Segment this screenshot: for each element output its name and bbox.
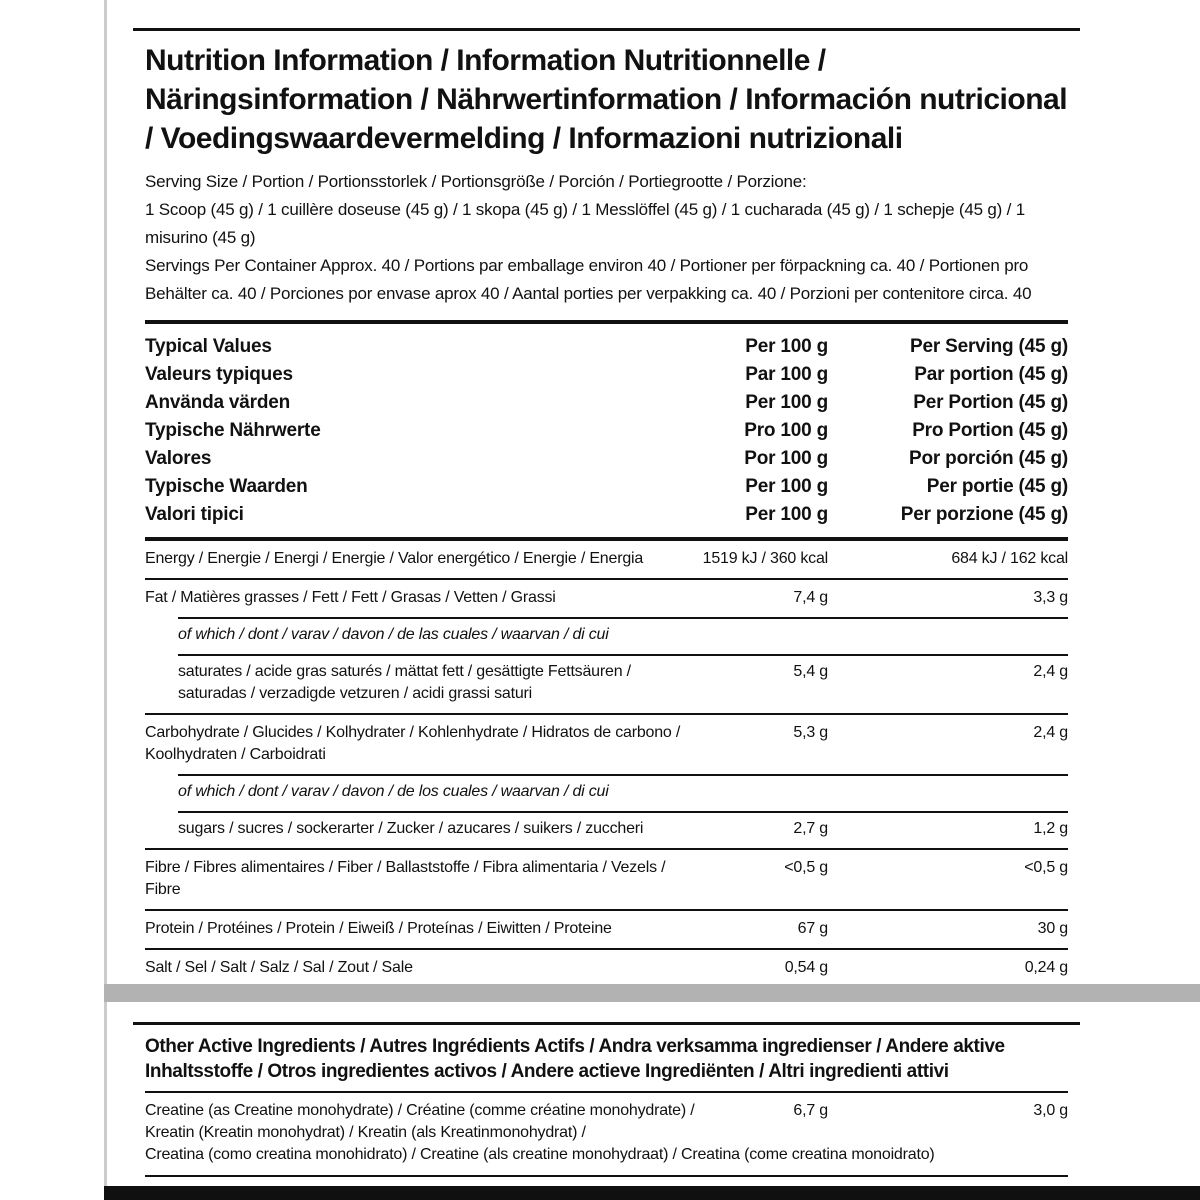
nutrient-label: saturates / acide gras saturés / mättat fett / gesättigte Fettsäuren / saturadas / verzadigde vetzuren / acidi grassi saturi [178,663,631,702]
header-per-serving: Per Serving (45 g) [910,336,1068,357]
nutrition-panel [133,28,1080,989]
typical-values-header [145,320,1068,537]
header-label: Använda värden [145,392,291,413]
header-per100: Par 100 g [745,364,828,385]
nutrient-per-serving: 0,24 g [1024,959,1068,976]
creatine-per100: 6,7 g [793,1102,828,1119]
nutrient-label: Fat / Matières grasses / Fett / Fett / Grasas / Vetten / Grassi [145,589,556,606]
creatine-row [145,1093,1068,1175]
nutrient-row-saturates [145,654,1068,713]
nutrient-row-fibre [145,848,1068,909]
header-row [145,417,1068,445]
nutrient-per-serving: 30 g [1037,920,1068,937]
nutrient-per-serving: 2,4 g [1033,663,1068,680]
nutrient-row-fat [145,578,1068,617]
header-per100: Per 100 g [745,336,828,357]
header-label: Valores [145,448,212,469]
header-per-serving: Per portie (45 g) [926,476,1068,497]
nutrient-per-serving: 2,4 g [1033,724,1068,741]
creatine-label-line: Kreatin (Kreatin monohydrat) / Kreatin (als Kreatinmonohydrat) / [145,1124,586,1141]
nutrient-per-serving: 3,3 g [1033,589,1068,606]
other-ingredients-panel [133,1022,1080,1177]
creatine-label-line: Creatina (como creatina monohidrato) / Creatine (als creatine monohydraat) / Creatina (come creatina monoidrato) [145,1146,935,1163]
header-row [145,445,1068,473]
nutrient-per-serving: 684 kJ / 162 kcal [951,550,1068,567]
header-label: Typical Values [145,336,272,357]
header-per100: Per 100 g [745,504,828,525]
nutrient-table [145,537,1068,989]
separator-band [104,984,1200,1002]
header-per100: Por 100 g [744,448,828,469]
nutrient-per100: 5,3 g [793,724,828,741]
nutrition-title: Nutrition Information / Information Nutritionnelle / Näringsinformation / Nährwertinformation / Información nutricional / Voedingswaardevermelding / Informazioni nutrizionali [145,44,1068,155]
other-ingredients-table [145,1091,1068,1177]
nutrient-label: Salt / Sel / Salt / Salz / Sal / Zout / Sale [145,959,413,976]
header-row [145,501,1068,529]
header-per100: Pro 100 g [744,420,828,441]
nutrient-label: of which / dont / varav / davon / de los cuales / waarvan / di cui [178,783,609,800]
header-label: Typische Nährwerte [145,420,321,441]
header-label: Valori tipici [145,504,244,525]
header-row [145,473,1068,501]
nutrient-per100: 67 g [797,920,828,937]
serving-size-line: Serving Size / Portion / Portionsstorlek / Portionsgröße / Porción / Portiegrootte / Porzione: [145,172,807,191]
nutrient-row-salt [145,948,1068,987]
creatine-per-serving: 3,0 g [1033,1102,1068,1119]
header-label: Valeurs typiques [145,364,293,385]
nutrient-row-carbohydrate [145,713,1068,774]
nutrient-row-energy [145,541,1068,578]
serving-info [145,168,1068,308]
nutrient-label: Energy / Energie / Energi / Energie / Valor energético / Energie / Energia [145,550,644,567]
nutrient-label: sugars / sucres / sockerarter / Zucker / azucares / suikers / zuccheri [178,820,644,837]
nutrient-row-sugars [145,811,1068,848]
nutrient-label: Fibre / Fibres alimentaires / Fiber / Ballaststoffe / Fibra alimentaria / Vezels / Fibre [145,859,666,898]
nutrient-per-serving: 1,2 g [1033,820,1068,837]
nutrient-per100: 1519 kJ / 360 kcal [702,550,828,567]
nutrient-row-of-which-fat [145,617,1068,654]
bottom-black-bar [104,1186,1200,1200]
scoop-line: 1 Scoop (45 g) / 1 cuillère doseuse (45 g) / 1 skopa (45 g) / 1 Messlöffel (45 g) / 1 cucharada (45 g) / 1 schepje (45 g) / 1 misurino (45 g) [145,200,1025,247]
nutrient-per100: 7,4 g [793,589,828,606]
nutrient-label: of which / dont / varav / davon / de las cuales / waarvan / di cui [178,626,609,643]
header-row [145,389,1068,417]
nutrient-row-of-which-carbohydrate [145,774,1068,811]
creatine-label [145,1100,1025,1166]
other-ingredients-title: Other Active Ingredients / Autres Ingrédients Actifs / Andra verksamma ingredienser / Andere aktive Inhaltsstoffe / Otros ingredientes activos / Andere actieve Ingrediënten / Altri ingredienti attivi [145,1036,1005,1082]
nutrient-per100: 2,7 g [793,820,828,837]
header-row [145,361,1068,389]
header-per-serving: Per Portion (45 g) [913,392,1068,413]
header-per-serving: Per porzione (45 g) [900,504,1068,525]
creatine-label-line: Creatine (as Creatine monohydrate) / Créatine (comme créatine monohydrate) / [145,1102,695,1119]
nutrient-per100: 0,54 g [784,959,828,976]
header-per-serving: Par portion (45 g) [914,364,1068,385]
nutrient-label: Carbohydrate / Glucides / Kolhydrater / Kohlenhydrate / Hidratos de carbono / Koolhydraten / Carboidrati [145,724,681,763]
left-edge-line [104,0,107,1186]
header-label: Typische Waarden [145,476,308,497]
servings-per-container-line: Servings Per Container Approx. 40 / Portions par emballage environ 40 / Portioner per förpackning ca. 40 / Portionen pro Behälter ca. 40 / Porciones por envase aprox 40 / Aantal porties per verpakking ca. 40 / Porzioni per contenitore circa. 40 [145,256,1032,303]
nutrient-row-protein [145,909,1068,948]
header-per-serving: Por porción (45 g) [909,448,1068,469]
nutrient-per100: <0,5 g [784,859,828,876]
nutrient-per-serving: <0,5 g [1024,859,1068,876]
nutrient-per100: 5,4 g [793,663,828,680]
header-per100: Per 100 g [745,476,828,497]
nutrient-label: Protein / Protéines / Protein / Eiweiß / Proteínas / Eiwitten / Proteine [145,920,612,937]
header-per100: Per 100 g [745,392,828,413]
header-per-serving: Pro Portion (45 g) [912,420,1068,441]
header-row [145,333,1068,361]
